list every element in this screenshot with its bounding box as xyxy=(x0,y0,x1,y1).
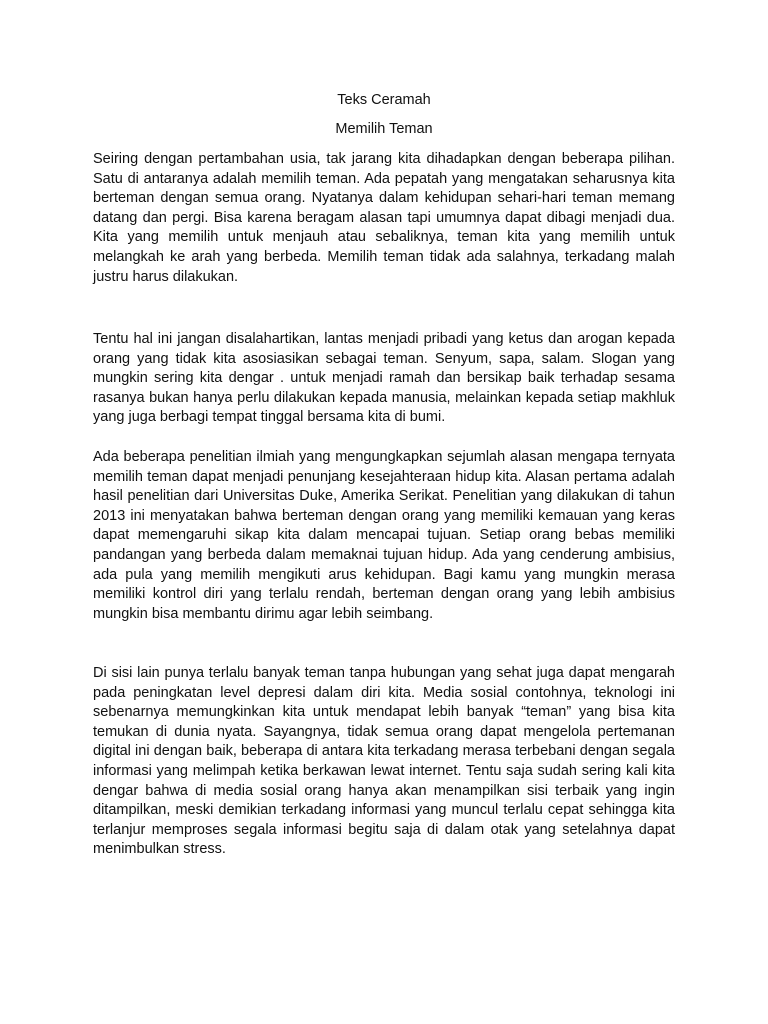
paragraph-1: Seiring dengan pertambahan usia, tak jarang kita dihadapkan dengan beberapa pilihan. Satu di antaranya adalah memilih teman. Ada pepatah yang mengatakan seharusnya kita berteman dengan semua orang. Nyatanya dalam kehidupan sehari-hari teman memang datang dan pergi. Bisa karena beragam alasan tapi umumnya dapat dibagi menjadi dua. Kita yang memilih untuk menjauh atau sebaliknya, teman kita yang memilih untuk melangkah ke arah yang berbeda. Memilih teman tidak ada salahnya, terkadang malah justru harus dilakukan. xyxy=(93,151,675,285)
paragraph-3: Ada beberapa penelitian ilmiah yang mengungkapkan sejumlah alasan mengapa ternyata memilih teman dapat menjadi penunjang kesejahteraan hidup kita. Alasan pertama adalah hasil penelitian dari Universitas Duke, Amerika Serikat. Penelitian yang dilakukan di tahun 2013 ini menyatakan bahwa berteman dengan orang yang memiliki kemauan yang keras dapat memengaruhi sikap kita dalam mencapai tujuan. Setiap orang bebas memiliki pandangan yang berbeda dalam memaknai tujuan hidup. Ada yang cenderung ambisius, ada pula yang memilih mengikuti arus kehidupan. Bagi kamu yang mungkin merasa memiliki kontrol diri yang terlalu rendah, berteman dengan orang yang lebih ambisius mungkin bisa membantu dirimu agar lebih seimbang. xyxy=(93,449,675,622)
paragraph-4: Di sisi lain punya terlalu banyak teman tanpa hubungan yang sehat juga dapat mengarah pada peningkatan level depresi dalam diri kita. Media sosial contohnya, teknologi ini sebenarnya memungkinkan kita untuk mendapat lebih banyak “teman” yang bisa kita temukan di dunia nyata. Sayangnya, tidak semua orang dapat mengelola pertemanan digital ini dengan baik, beberapa di antara kita terkadang merasa terbebani dengan segala informasi yang melimpah ketika berkawan lewat internet. Tentu saja sudah sering kali kita dengar bahwa di media sosial orang hanya akan menampilkan sisi terbaik yang ingin ditampilkan, meski demikian terkadang informasi yang muncul terlalu cepat sehingga kita terlanjur memproses segala informasi begitu saja di dalam otak yang setelahnya dapat menimbulkan stress. xyxy=(93,665,675,858)
document-title: Teks Ceramah xyxy=(337,92,431,108)
paragraph-2: Tentu hal ini jangan disalahartikan, lantas menjadi pribadi yang ketus dan arogan kepada orang yang tidak kita asosiasikan sebagai teman. Senyum, sapa, salam. Slogan yang mungkin sering kita dengar . untuk menjadi ramah dan bersikap baik terhadap sesama rasanya bukan hanya perlu dilakukan kepada manusia, melainkan kepada setiap makhluk yang juga berbagi tempat tinggal bersama kita di bumi. xyxy=(93,331,675,426)
document-subtitle: Memilih Teman xyxy=(335,121,433,137)
